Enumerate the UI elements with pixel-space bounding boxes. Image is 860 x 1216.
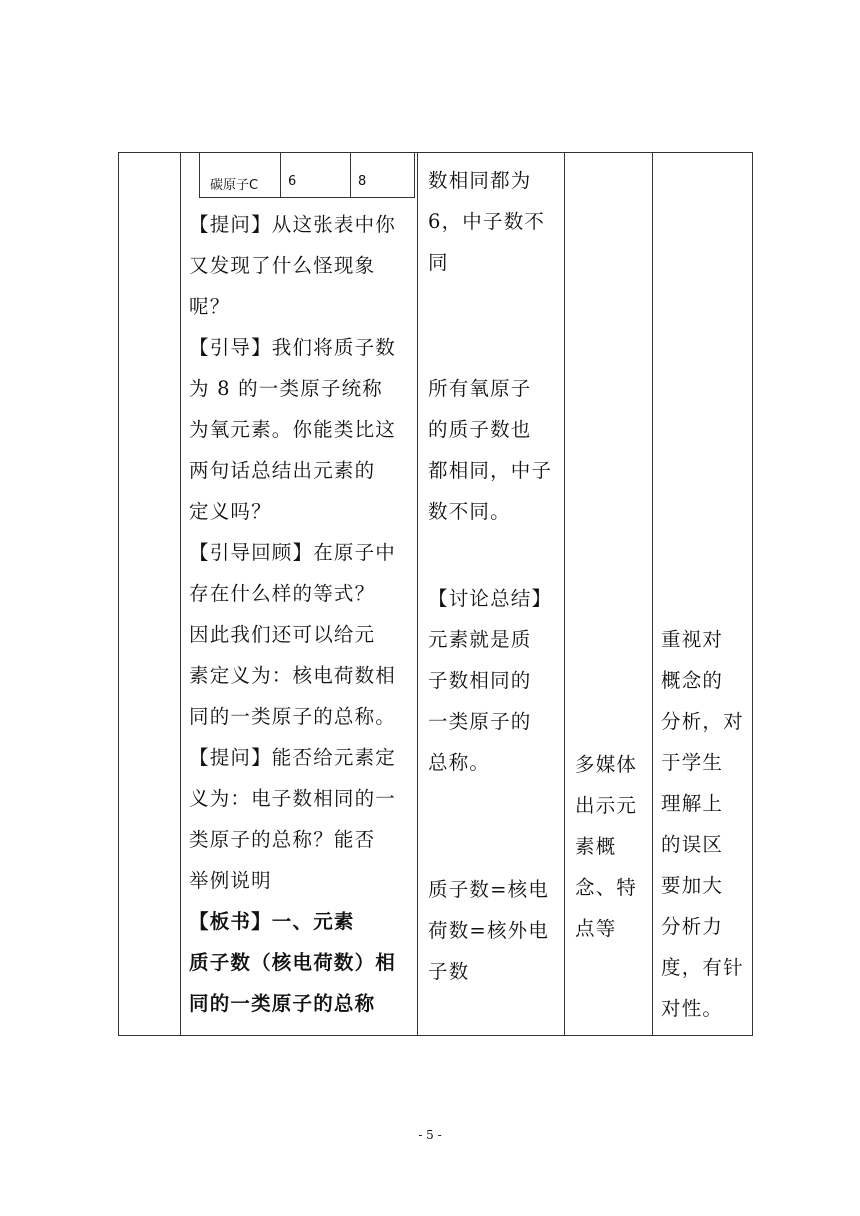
- intent-text-line: 对性。: [661, 997, 724, 1020]
- design-intent-cell: [653, 153, 753, 1035]
- teacher-activity-cell: [181, 153, 417, 1035]
- student-activity-cell: [418, 153, 564, 1035]
- teacher-text-line: 两句话总结出元素的: [189, 459, 376, 482]
- student-text-line: 都相同，中子: [428, 459, 553, 482]
- media-text-line: 多媒体: [575, 753, 638, 776]
- media-text-line: 出示元: [575, 794, 638, 817]
- teacher-text-line: 定义吗？: [189, 500, 272, 523]
- intent-text-line: 要加大: [661, 874, 724, 897]
- student-text-line: 所有氧原子: [428, 377, 532, 400]
- teacher-text-line: 【引导】我们将质子数: [189, 336, 397, 359]
- student-text-line: 数不同。: [428, 500, 511, 523]
- teacher-text-line: 因此我们还可以给元: [189, 623, 376, 646]
- intent-text-line: 重视对: [661, 628, 724, 651]
- board-text-line: 同的一类原子的总称: [189, 992, 376, 1015]
- inner-table-cell: [200, 153, 281, 197]
- teacher-text-line: 义为：电子数相同的一: [189, 787, 397, 810]
- teacher-text-line: 【引导回顾】在原子中: [189, 541, 397, 564]
- intent-text-line: 分析，对: [661, 710, 744, 733]
- media-text-line: 素概: [575, 835, 617, 858]
- teacher-text-line: 为 8 的一类原子统称: [189, 377, 384, 400]
- intent-text-line: 度，有针: [661, 956, 744, 979]
- media-cell: [565, 153, 652, 1035]
- intent-text-line: 概念的: [661, 669, 724, 692]
- stage-cell: [119, 153, 180, 1035]
- neutron-count: 8: [358, 174, 367, 189]
- page-number: - 5 -: [418, 1128, 442, 1142]
- student-text-line: 一类原子的: [428, 710, 532, 733]
- intent-text-line: 理解上: [661, 792, 724, 815]
- element-name: 碳原子C: [210, 178, 259, 193]
- board-heading: 【板书】一、元素: [189, 910, 355, 933]
- teacher-text-line: 呢？: [189, 295, 231, 318]
- teacher-text-line: 为氧元素。你能类比这: [189, 418, 397, 441]
- teacher-text-line: 举例说明: [189, 869, 272, 892]
- media-text-line: 念、特: [575, 876, 638, 899]
- inner-table-cell: [350, 153, 416, 197]
- board-text-line: 质子数（核电荷数）相: [189, 951, 397, 974]
- student-text-line: 总称。: [428, 751, 491, 774]
- proton-count: 6: [288, 174, 297, 189]
- student-text-line: 质子数=核电: [428, 878, 550, 901]
- inner-table-cell: [280, 153, 351, 197]
- student-text-line: 【讨论总结】: [428, 587, 553, 610]
- student-text-line: 同: [428, 251, 449, 274]
- teacher-text-line: 存在什么样的等式？: [189, 582, 376, 605]
- teacher-text-line: 【提问】能否给元素定: [189, 746, 397, 769]
- teacher-text-line: 【提问】从这张表中你: [189, 213, 397, 236]
- student-text-line: 的质子数也: [428, 418, 532, 441]
- student-text-line: 数相同都为: [428, 169, 532, 192]
- lesson-table: [118, 152, 753, 1036]
- teacher-text-line: 类原子的总称？能否: [189, 828, 376, 851]
- teacher-text-line: 同的一类原子的总称。: [189, 705, 397, 728]
- student-text-line: 子数相同的: [428, 669, 532, 692]
- teacher-text-line: 又发现了什么怪现象: [189, 254, 376, 277]
- intent-text-line: 的误区: [661, 833, 724, 856]
- student-text-line: 6，中子数不: [428, 210, 546, 233]
- student-text-line: 元素就是质: [428, 628, 532, 651]
- intent-text-line: 于学生: [661, 751, 724, 774]
- intent-text-line: 分析力: [661, 915, 724, 938]
- student-text-line: 子数: [428, 960, 470, 983]
- teacher-text-line: 素定义为：核电荷数相: [189, 664, 397, 687]
- student-text-line: 荷数=核外电: [428, 919, 550, 942]
- atom-data-table: [199, 153, 415, 198]
- media-text-line: 点等: [575, 917, 617, 940]
